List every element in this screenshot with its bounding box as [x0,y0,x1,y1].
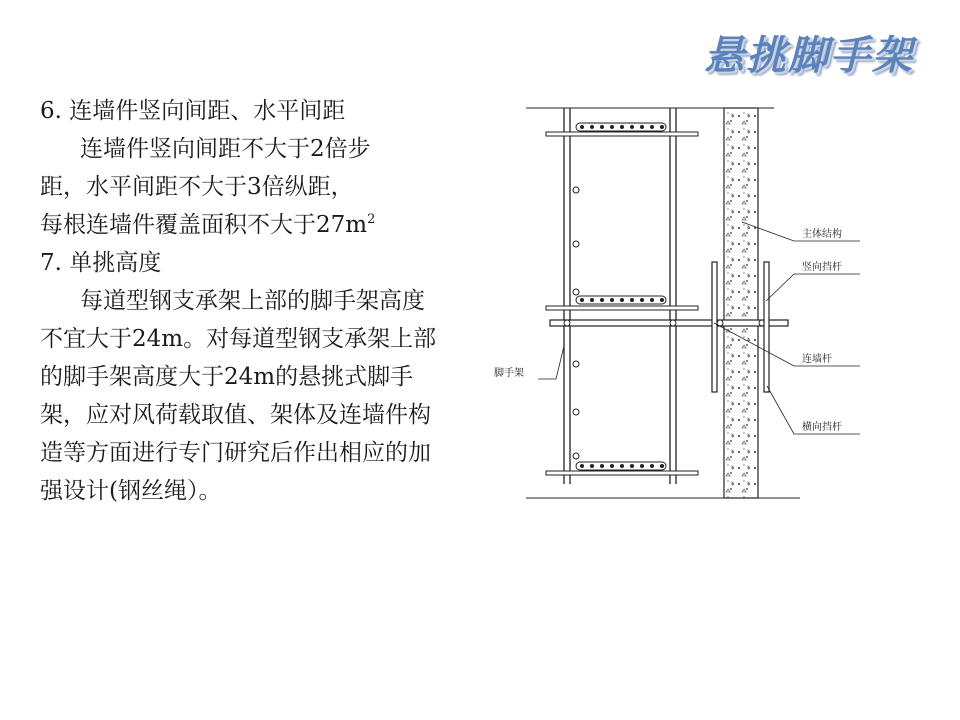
label-wall-tie: 连墙杆 [802,354,832,365]
item6-paragraph-line3 [40,206,440,244]
label-horizontal-bar: 横向挡杆 [802,422,842,433]
item7-paragraph: 每道型钢支承架上部的脚手架高度不宜大于24m。对每道型钢支承架上部的脚手架高度大于24m的悬挑式脚手架，应对风荷载取值、架体及连墙件构造等方面进行专门研究后作出相应的加强设计(钢丝绳）。 [40,288,437,504]
item6-heading: 6. 连墙件竖向间距、水平间距 [40,98,346,124]
label-main-structure: 主体结构 [802,229,842,240]
item7-heading: 7. 单挑高度 [40,250,162,276]
item6-paragraph-line2: 距，水平间距不大于3倍纵距， [40,174,354,200]
wall-tie-bar [550,320,788,326]
item6-paragraph-line3-text: 每根连墙件覆盖面积不大于27m [40,212,368,238]
label-vertical-bar: 竖向挡杆 [802,262,842,273]
platform-bottom [546,462,698,475]
concrete-wall [724,108,758,498]
label-scaffold: 脚手架 [494,368,524,379]
item6-paragraph-line1: 连墙件竖向间距不大于2倍步 [80,136,371,162]
platform-middle [546,296,698,310]
slide-title: 悬挑脚手架 [704,33,914,79]
text-body [40,92,440,510]
platform-top [546,123,698,136]
scaffold-diagram [480,96,900,506]
superscript-2: 2 [367,212,376,227]
